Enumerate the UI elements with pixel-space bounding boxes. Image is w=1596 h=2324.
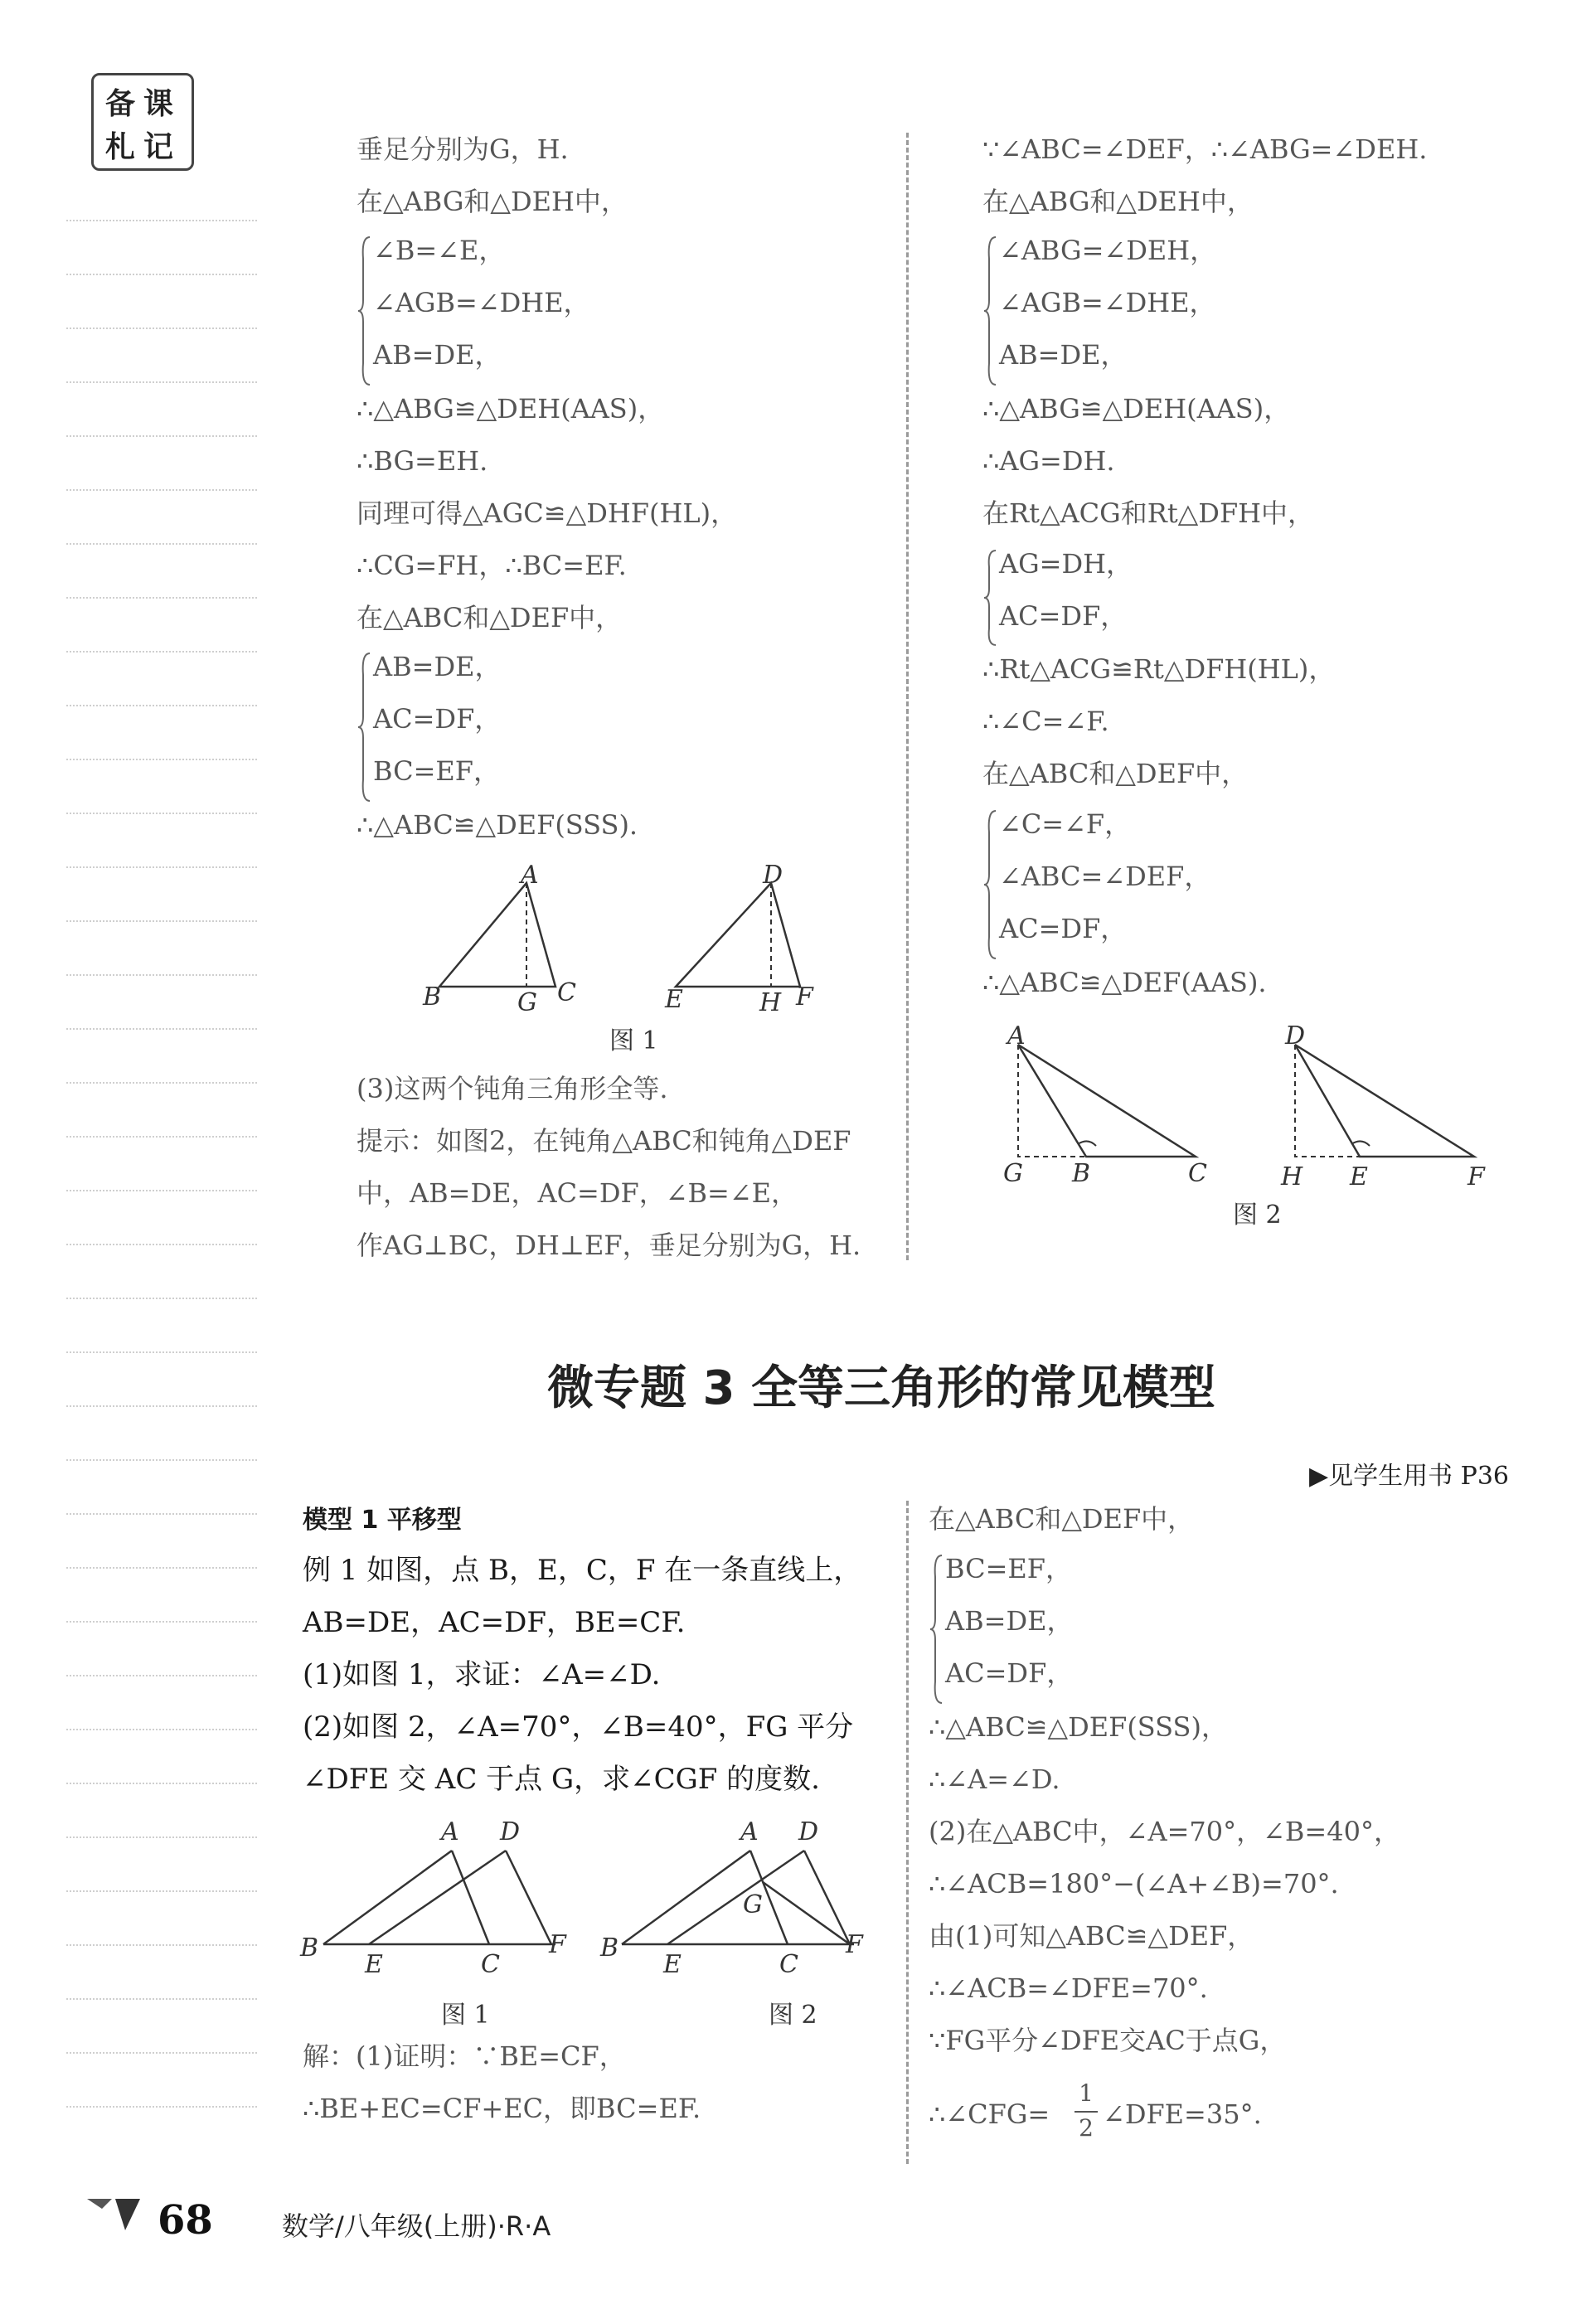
solution-line: 解：(1)证明：∵BE=CF，: [303, 2040, 626, 2072]
figure-label: B: [600, 1933, 619, 1963]
column-divider: [906, 133, 909, 1260]
figure-label: B: [300, 1933, 319, 1963]
equation-row: AB=DE，: [373, 651, 502, 682]
figure-label: F: [549, 1930, 566, 1959]
fraction-prefix: ∴∠CFG=: [929, 2098, 1050, 2130]
text-line: ∴Rt△ACG≌Rt△DFH(HL)，: [982, 653, 1336, 685]
text-line: ∴∠ACB=180°−(∠A+∠B)=70°.: [929, 1868, 1339, 1899]
text-line: 在△ABG和△DEH中，: [982, 186, 1254, 217]
figure-label: G: [517, 988, 537, 1017]
text-line: 中，AB=DE，AC=DF，∠B=∠E，: [357, 1177, 798, 1209]
section-title: 微专题 3 全等三角形的常见模型: [547, 1361, 1215, 1415]
equation-system: [982, 808, 1356, 965]
equation-system: [929, 1552, 1260, 1710]
fraction-bar: [1075, 2111, 1098, 2113]
example-line: (2)如图 2，∠A=70°，∠B=40°，FG 平分: [303, 1710, 854, 1744]
equation-system: [357, 650, 688, 808]
text-line: ∵∠ABC=∠DEF，∴∠ABG=∠DEH.: [982, 133, 1428, 165]
equation-row: ∠AGB=∠DHE，: [999, 287, 1216, 318]
figure-label: D: [500, 1817, 521, 1846]
equation-row: AC=DF，: [945, 1657, 1074, 1689]
brace-icon: [982, 808, 999, 962]
figure-label: B: [423, 982, 442, 1012]
text-line: (3)这两个钝角三角形全等.: [357, 1073, 668, 1104]
solution-line: ∴BE+EC=CF+EC，即BC=EF.: [303, 2093, 701, 2124]
equation-row: BC=EF，: [373, 755, 500, 787]
figure-label: A: [740, 1817, 759, 1846]
text-line: 同理可得△AGC≌△DHF(HL)，: [357, 497, 738, 529]
equation-row: AB=DE，: [945, 1605, 1074, 1637]
figure-2-triangles: [995, 1028, 1509, 1177]
example-figure-2: [614, 1832, 871, 1957]
text-line: 在△ABC和△DEF中，: [982, 758, 1249, 789]
figure-label: A: [521, 861, 539, 890]
figure-label: D: [798, 1817, 819, 1846]
fraction-numerator: 1: [1079, 2079, 1094, 2107]
text-line: 在△ABC和△DEF中，: [357, 602, 623, 633]
figure-label: B: [1072, 1159, 1091, 1188]
figure-caption: 图 1: [441, 2001, 490, 2030]
text-line: (2)在△ABC中，∠A=70°，∠B=40°，: [929, 1816, 1400, 1847]
logo-char: 记: [143, 130, 174, 164]
text-line: ∴AG=DH.: [982, 445, 1115, 477]
equation-system: [982, 234, 1356, 391]
figure-label: F: [796, 982, 813, 1012]
example-line: 例 1 如图，点 B，E，C，F 在一条直线上，: [303, 1554, 862, 1587]
brace-icon: [982, 547, 999, 648]
equation-row: AB=DE，: [999, 339, 1128, 371]
figure-label: H: [1281, 1162, 1303, 1191]
text-line: ∴△ABC≌△DEF(SSS)，: [929, 1711, 1228, 1743]
text-line: 由(1)可知△ABC≌△DEF，: [929, 1920, 1254, 1952]
text-line: ∴∠ACB=∠DFE=70°.: [929, 1972, 1208, 2004]
figure-label: C: [1188, 1159, 1207, 1188]
figure-label: H: [759, 988, 782, 1017]
example-line: AB=DE，AC=DF，BE=CF.: [303, 1606, 686, 1639]
model-heading: 模型 1 平移型: [303, 1506, 462, 1535]
equation-system: [357, 234, 688, 391]
text-line: ∴△ABG≌△DEH(AAS)，: [982, 393, 1291, 425]
equation-row: AC=DF，: [999, 913, 1128, 944]
page-number: 68: [158, 2197, 213, 2244]
figure-label: C: [779, 1950, 798, 1979]
fraction-suffix: ∠DFE=35°.: [1103, 2098, 1262, 2130]
figure-caption: 图 2: [1233, 1201, 1282, 1230]
figure-caption: 图 2: [769, 2001, 817, 2030]
logo-stamp: [91, 73, 194, 171]
figure-label: E: [665, 985, 683, 1014]
equation-row: ∠AGB=∠DHE，: [373, 287, 590, 318]
figure-label: A: [441, 1817, 459, 1846]
equation-row: ∠C=∠F，: [999, 808, 1132, 840]
figure-label: E: [663, 1950, 682, 1979]
text-line: 在Rt△ACG和Rt△DFH中，: [982, 497, 1315, 529]
example-figure-1: [315, 1832, 572, 1957]
brace-icon: [357, 234, 373, 388]
equation-row: AB=DE，: [373, 339, 502, 371]
text-line: ∴△ABC≌△DEF(SSS).: [357, 809, 638, 841]
figure-label: D: [1285, 1021, 1306, 1050]
figure-caption: 图 1: [609, 1026, 658, 1055]
logo-char: 札: [105, 130, 136, 164]
figure-label: F: [1467, 1162, 1485, 1191]
text-line: ∴∠A=∠D.: [929, 1764, 1060, 1795]
figure-label: A: [1007, 1021, 1026, 1050]
footer-ornament-icon: [79, 2189, 145, 2239]
equation-system: [982, 547, 1314, 655]
figure-label: D: [763, 861, 783, 890]
figure-label: G: [1003, 1159, 1023, 1188]
logo-char: 课: [143, 87, 174, 121]
text-line: ∴△ABC≌△DEF(AAS).: [982, 967, 1267, 998]
fraction-denominator: 2: [1079, 2114, 1094, 2142]
figure-label: C: [481, 1950, 500, 1979]
text-line: 作AG⊥BC，DH⊥EF，垂足分别为G，H.: [357, 1230, 861, 1261]
text-line: ∴△ABG≌△DEH(AAS)，: [357, 393, 665, 425]
equation-row: AC=DF，: [373, 703, 502, 735]
column-divider: [906, 1501, 909, 2164]
figure-label: E: [1350, 1162, 1368, 1191]
text-line: ∴∠C=∠F.: [982, 706, 1109, 737]
text-line: ∴BG=EH.: [357, 445, 488, 477]
text-line: 在△ABC和△DEF中，: [929, 1503, 1195, 1535]
figure-label: F: [846, 1930, 863, 1959]
text-line: ∴CG=FH，∴BC=EF.: [357, 550, 627, 581]
logo-char: 备: [105, 87, 136, 121]
equation-row: AC=DF，: [999, 600, 1128, 632]
example-line: (1)如图 1，求证：∠A=∠D.: [303, 1658, 661, 1691]
text-line: 提示：如图2，在钝角△ABC和钝角△DEF: [357, 1125, 851, 1157]
text-line: 垂足分别为G，H.: [357, 133, 569, 165]
brace-icon: [982, 234, 999, 388]
equation-row: ∠B=∠E，: [373, 235, 506, 266]
equation-row: BC=EF，: [945, 1553, 1072, 1584]
equation-row: ∠ABC=∠DEF，: [999, 861, 1211, 892]
figure-label: C: [557, 978, 576, 1007]
figure-label: E: [365, 1950, 383, 1979]
text-line: 在△ABG和△DEH中，: [357, 186, 628, 217]
brace-icon: [929, 1552, 945, 1706]
text-line: ∵FG平分∠DFE交AC于点G，: [929, 2025, 1287, 2056]
equation-row: AG=DH，: [999, 548, 1133, 580]
equation-row: ∠ABG=∠DEH，: [999, 235, 1217, 266]
figure-label: G: [743, 1890, 763, 1919]
brace-icon: [357, 650, 373, 804]
student-book-reference: ▶见学生用书 P36: [1309, 1462, 1509, 1491]
book-title: 数学/八年级(上册)·R·A: [282, 2210, 551, 2242]
example-line: ∠DFE 交 AC 于点 G，求∠CGF 的度数.: [303, 1763, 820, 1796]
